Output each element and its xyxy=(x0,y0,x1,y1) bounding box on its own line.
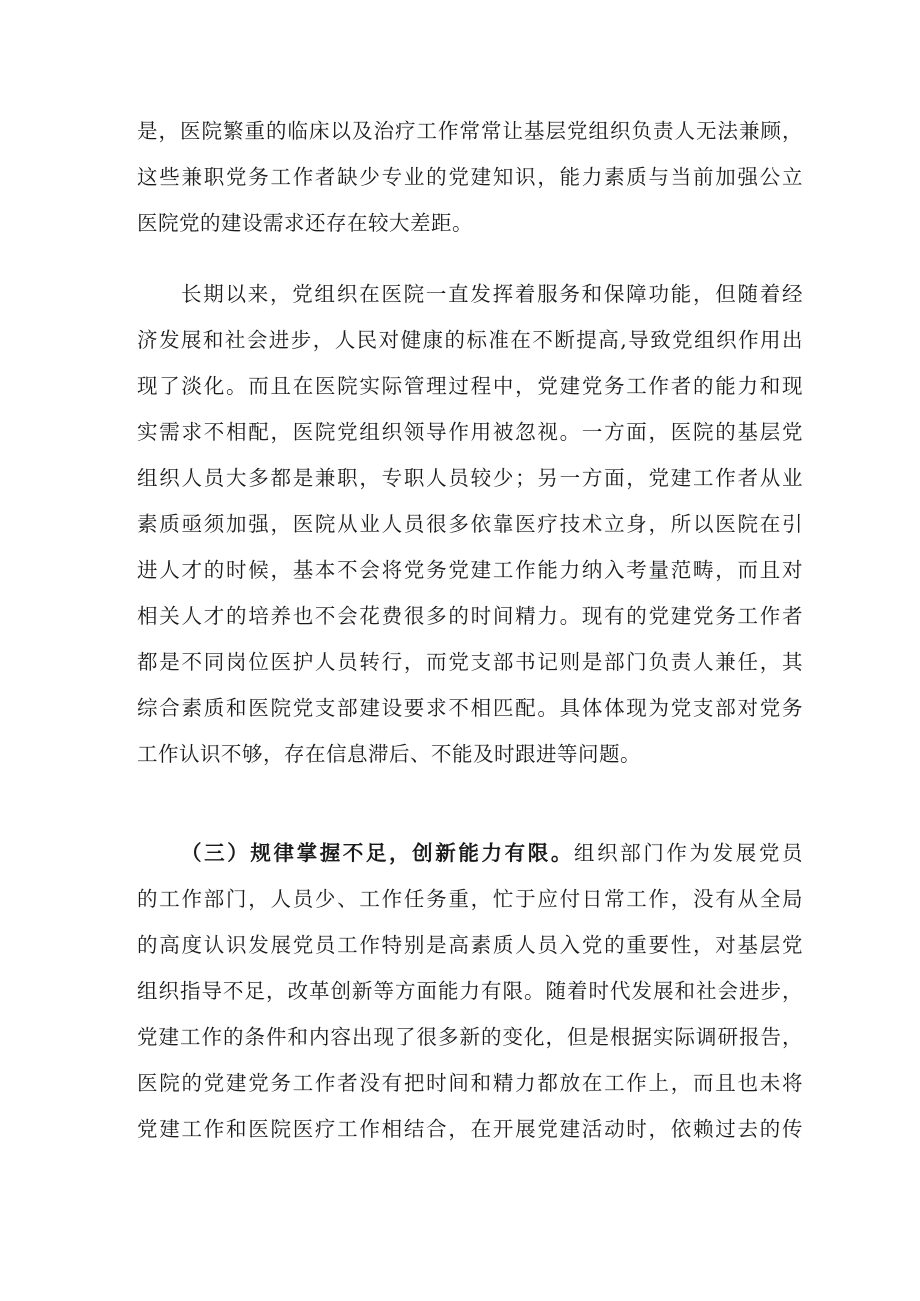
text-line xyxy=(137,830,803,876)
text-line: 党建工作的条件和内容出现了很多新的变化，但是根据实际调研报告， xyxy=(137,1025,803,1049)
text-line: 组织指导不足，改革创新等方面能力有限。随着时代发展和社会进步， xyxy=(137,979,803,1003)
text-line: 医院的党建党务工作者没有把时间和精力都放在工作上，而且也未将 xyxy=(137,1071,803,1095)
text-line: 实需求不相配，医院党组织领导作用被忽视。一方面，医院的基层党 xyxy=(137,420,803,444)
text-line: 现了淡化。而且在医院实际管理过程中，党建党务工作者的能力和现 xyxy=(137,374,803,398)
text-line: 这些兼职党务工作者缺少专业的党建知识，能力素质与当前加强公立 xyxy=(137,165,803,189)
text-line: 进人才的时候，基本不会将党务党建工作能力纳入考量范畴，而且对 xyxy=(137,558,803,582)
text-line: 素质亟须加强，医院从业人员很多依靠医疗技术立身，所以医院在引 xyxy=(137,512,803,536)
text-line: 济发展和社会进步，人民对健康的标准在不断提高,导致党组织作用出 xyxy=(137,328,803,352)
text-line: 工作认识不够，存在信息滞后、不能及时跟进等问题。 xyxy=(137,742,641,766)
text-line: 组织人员大多都是兼职，专职人员较少；另一方面，党建工作者从业 xyxy=(137,466,803,490)
text-line: 长期以来，党组织在医院一直发挥着服务和保障功能，但随着经 xyxy=(181,282,803,306)
paragraph-3 xyxy=(137,830,803,1152)
text-line: 综合素质和医院党支部建设要求不相匹配。具体体现为党支部对党务 xyxy=(137,696,803,720)
text-line: 的工作部门，人员少、工作任务重，忙于应付日常工作，没有从全局 xyxy=(137,887,803,911)
heading-line-text: 组织部门作为发展党员 xyxy=(573,841,804,865)
text-line: 党建工作和医院医疗工作相结合，在开展党建活动时，依赖过去的传 xyxy=(137,1117,803,1141)
text-line: 医院党的建设需求还存在较大差距。 xyxy=(137,211,473,235)
text-line: 的高度认识发展党员工作特别是高素质人员入党的重要性，对基层党 xyxy=(137,933,803,957)
section-heading: （三）规律掌握不足，创新能力有限。 xyxy=(181,841,574,865)
text-line: 相关人才的培养也不会花费很多的时间精力。现有的党建党务工作者 xyxy=(137,604,803,628)
text-line: 是，医院繁重的临床以及治疗工作常常让基层党组织负责人无法兼顾， xyxy=(137,119,803,143)
text-line: 都是不同岗位医护人员转行，而党支部书记则是部门负责人兼任，其 xyxy=(137,650,803,674)
paragraph-2 xyxy=(137,271,803,777)
paragraph-1 xyxy=(137,108,803,246)
